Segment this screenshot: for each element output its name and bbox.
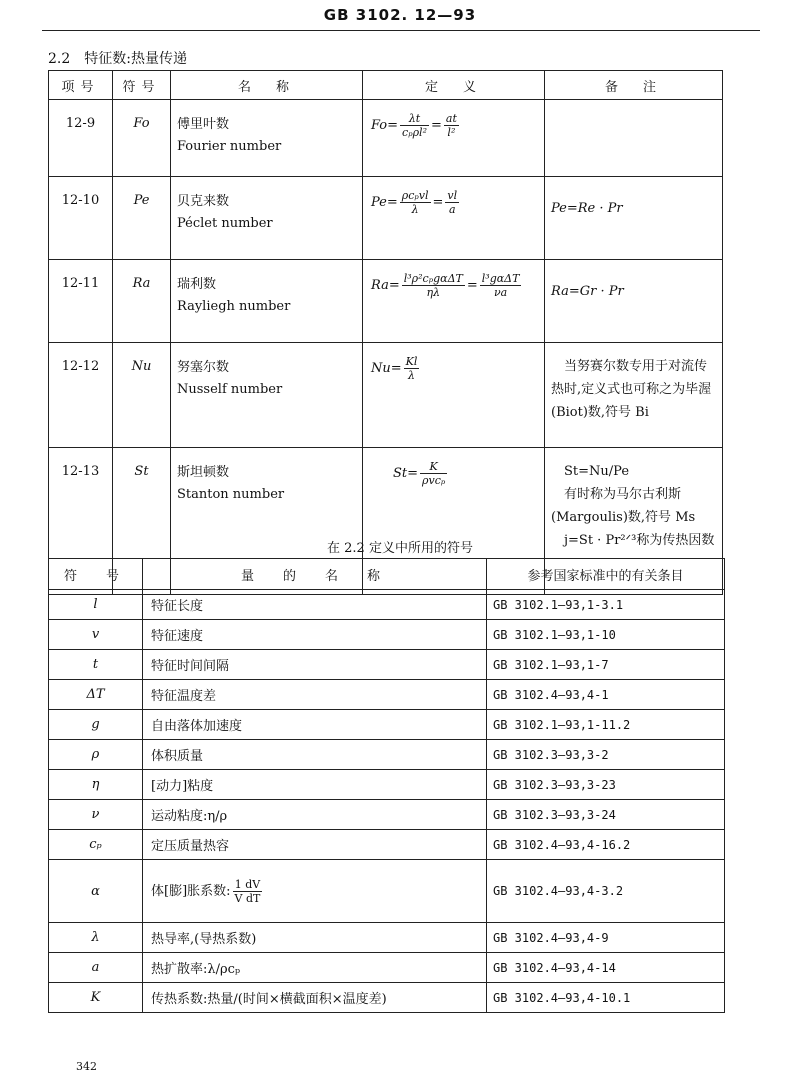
heat-transfer-numbers-table [48,70,723,595]
note-line: St=Nu/Pe [551,464,630,479]
name-en: Stanton number [177,487,285,502]
row-definition [363,260,545,343]
reference-cell: GB 3102.4—93,4-1 [487,680,725,710]
table-row [49,800,725,830]
formula-lhs: Nu= [371,361,402,376]
table-row [49,260,723,343]
table-row [49,100,723,177]
fraction-denominator: λ [411,203,419,216]
row-name [171,343,363,448]
quantity-fraction [233,878,263,905]
reference-cell: GB 3102.4—93,4-9 [487,923,725,953]
formula-lhs: Pe= [371,195,398,210]
fraction-numerator: at [445,112,457,125]
quantity-cell: 体积质量 [143,740,487,770]
symbol-cell: α [49,860,143,923]
formula-equals: = [431,118,442,133]
note-line: j=St · Pr²ᐟ³称为传热因数 [551,533,715,548]
quantity-cell: 运动粘度:η/ρ [143,800,487,830]
symbol-cell: a [49,953,143,983]
table-row [49,983,725,1013]
formula-fraction [444,112,459,139]
row-symbol: Nu [113,343,171,448]
reference-cell: GB 3102.1—93,1-11.2 [487,710,725,740]
row-name [171,177,363,260]
table-row [49,860,725,923]
symbol-cell: ΔT [49,680,143,710]
table-row [49,177,723,260]
reference-cell: GB 3102.3—93,3-23 [487,770,725,800]
row-name [171,260,363,343]
formula-fraction [400,112,429,139]
fraction-denominator: ηλ [426,286,441,299]
table-row [49,923,725,953]
quantity-cell [143,860,487,923]
quantity-cell: 热扩散率:λ/ρcₚ [143,953,487,983]
table-row [49,953,725,983]
formula-fraction [404,355,420,382]
symbol-cell: η [49,770,143,800]
fraction-numerator: ρcₚvl [401,189,429,202]
row-note [545,100,723,177]
row-name [171,100,363,177]
table-row [49,650,725,680]
row-symbol: Ra [113,260,171,343]
quantity-cell: 特征时间间隔 [143,650,487,680]
formula-fraction [402,272,465,299]
symbol-cell: λ [49,923,143,953]
row-note: 当努赛尔数专用于对流传热时,定义式也可称之为毕渥(Biot)数,符号 Bi [545,343,723,448]
reference-cell: GB 3102.4—93,4-10.1 [487,983,725,1013]
fraction-numerator: 1 dV [233,878,263,892]
fraction-numerator: l³gαΔT [481,272,520,285]
fraction-numerator: K [420,460,447,474]
row-definition [363,343,545,448]
table-row [49,830,725,860]
quantity-cell: 特征温度差 [143,680,487,710]
table-header-row [49,559,725,590]
formula-lhs: Fo= [371,118,399,133]
col-header-definition: 定 义 [363,71,545,100]
formula-lhs: Ra= [371,278,400,293]
fraction-numerator: λt [400,112,429,126]
table-header-row [49,71,723,100]
name-cn: 贝克来数 [177,194,230,209]
col-header-id: 项号 [49,71,113,100]
symbol-cell: v [49,620,143,650]
table-row [49,710,725,740]
quantity-cell: 热导率,(导热系数) [143,923,487,953]
row-id: 12-9 [49,100,113,177]
table-row [49,620,725,650]
fraction-denominator: cₚρl² [402,126,427,139]
fraction-numerator: l³ρ²cₚgαΔT [403,272,463,285]
row-definition [363,100,545,177]
fraction-denominator: λ [408,369,415,382]
fraction-numerator: vl [447,189,458,202]
symbol-cell: ν [49,800,143,830]
page-number: 342 [76,1060,97,1073]
fraction-denominator: V dT [234,891,261,905]
reference-cell: GB 3102.4—93,4-3.2 [487,860,725,923]
formula-fraction [400,189,431,216]
header-rule [42,30,760,31]
formula-equals: = [466,278,478,293]
formula-fraction [420,460,447,487]
quantity-cell: 传热系数:热量/(时间×横截面积×温度差) [143,983,487,1013]
col-header-symbol: 符 号 [49,559,143,590]
reference-cell: GB 3102.1—93,1-10 [487,620,725,650]
col-header-notes: 备 注 [545,71,723,100]
name-cn: 傅里叶数 [177,117,230,132]
quantity-cell: 特征长度 [143,590,487,620]
col-header-name: 名 称 [171,71,363,100]
symbols-table-title: 在 2.2 定义中所用的符号 [327,541,473,556]
row-symbol: Fo [113,100,171,177]
reference-cell: GB 3102.1—93,1-3.1 [487,590,725,620]
symbol-cell: l [49,590,143,620]
reference-cell: GB 3102.3—93,3-24 [487,800,725,830]
name-en: Nusself number [177,382,283,397]
quantity-cell: 自由落体加速度 [143,710,487,740]
name-cn: 努塞尔数 [177,360,230,375]
fraction-denominator: νa [493,286,508,299]
row-id: 12-13 [49,448,113,595]
note-line: 有时称为马尔古利斯(Margoulis)数,符号 Ms [551,487,696,525]
name-en: Péclet number [177,216,273,231]
col-header-quantity: 量 的 名 称 [143,559,487,590]
reference-cell: GB 3102.4—93,4-16.2 [487,830,725,860]
row-symbol: Pe [113,177,171,260]
row-symbol: St [113,448,171,595]
row-id: 12-10 [49,177,113,260]
quantity-cell: 特征速度 [143,620,487,650]
table-row [49,343,723,448]
formula-fraction [480,272,522,299]
reference-cell: GB 3102.3—93,3-2 [487,740,725,770]
row-definition [363,177,545,260]
quantity-cell: [动力]粘度 [143,770,487,800]
fraction-denominator: a [449,203,456,216]
table-row [49,770,725,800]
fraction-denominator: ρvcₚ [422,474,446,487]
symbol-cell: K [49,983,143,1013]
formula-fraction [445,189,459,216]
symbol-cell: ρ [49,740,143,770]
fraction-numerator: Kl [405,355,418,368]
formula-lhs: St= [393,466,419,481]
row-id: 12-12 [49,343,113,448]
col-header-symbol: 符号 [113,71,171,100]
document-header: GB 3102. 12—93 [323,6,477,24]
table-row [49,590,725,620]
col-header-reference: 参考国家标准中的有关条目 [487,559,725,590]
reference-cell: GB 3102.4—93,4-14 [487,953,725,983]
name-cn: 瑞利数 [177,277,217,292]
fraction-denominator: l² [447,126,456,139]
symbol-cell: t [49,650,143,680]
symbol-cell: cₚ [49,830,143,860]
row-note: Pe=Re · Pr [545,177,723,260]
section-title: 2.2 特征数:热量传递 [48,51,187,67]
quantity-text: 体[膨]胀系数: [151,883,231,899]
name-cn: 斯坦顿数 [177,465,230,480]
row-id: 12-11 [49,260,113,343]
table-row [49,680,725,710]
symbol-cell: g [49,710,143,740]
formula-equals: = [432,195,444,210]
name-en: Fourier number [177,139,282,154]
table-row [49,740,725,770]
symbols-table [48,558,725,1013]
quantity-cell: 定压质量热容 [143,830,487,860]
reference-cell: GB 3102.1—93,1-7 [487,650,725,680]
name-en: Rayliegh number [177,299,291,314]
row-note: Ra=Gr · Pr [545,260,723,343]
